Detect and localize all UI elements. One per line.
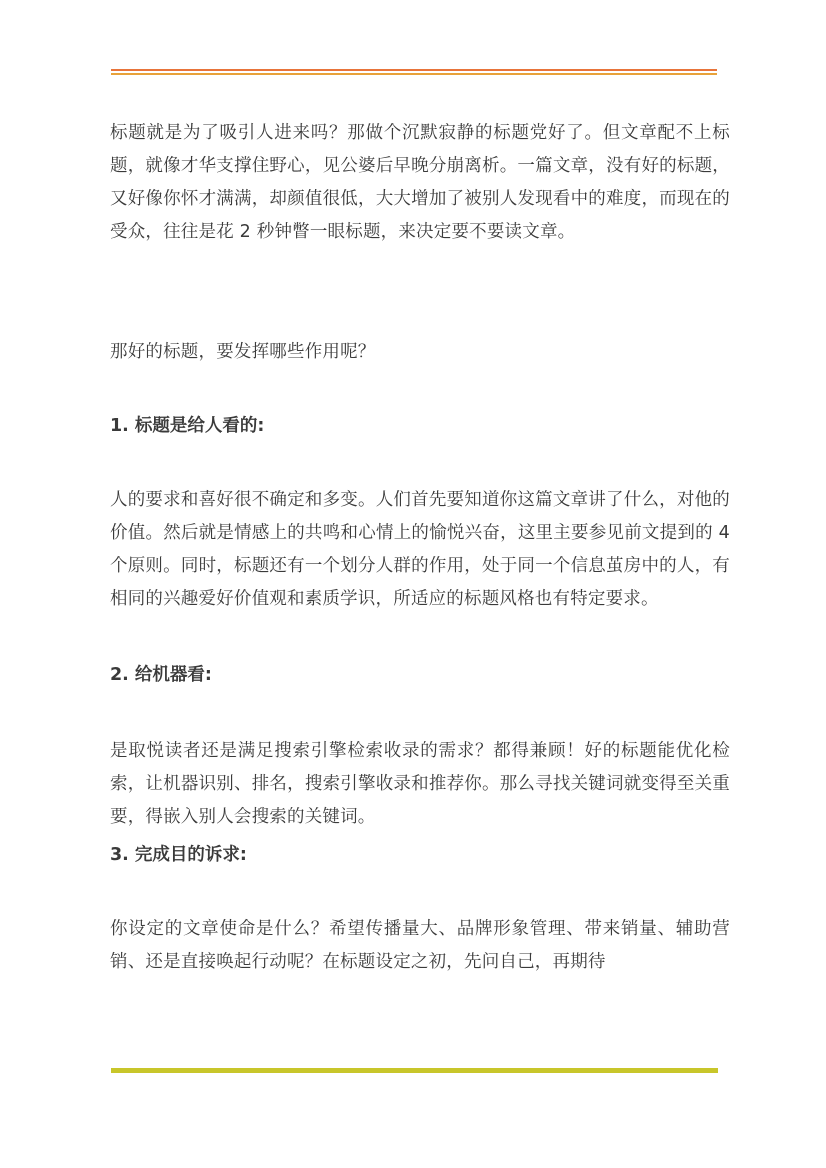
section-2-body: 是取悦读者还是满足搜索引擎检索收录的需求？都得兼顾！好的标题能优化检索，让机器识别、排名，搜索引擎收录和推荐你。那么寻找关键词就变得至关重要，得嵌入别人会搜索的关键词。 bbox=[110, 741, 730, 827]
header-rule-line-2 bbox=[111, 73, 717, 75]
section-3-body: 你设定的文章使命是什么？希望传播量大、品牌形象管理、带来销量、辅助营销、还是直接唤起行动呢？在标题设定之初，先问自己，再期待 bbox=[110, 919, 730, 972]
document-body bbox=[110, 117, 730, 979]
footer-rule bbox=[111, 1068, 718, 1073]
header-rule bbox=[111, 69, 717, 76]
section-1-heading: 1. 标题是给人看的: bbox=[110, 416, 265, 436]
question-paragraph: 那好的标题，要发挥哪些作用呢？ bbox=[110, 342, 376, 362]
section-1-body: 人的要求和喜好很不确定和多变。人们首先要知道你这篇文章讲了什么，对他的价值。然后就是情感上的共鸣和心情上的愉悦兴奋，这里主要参见前文提到的 4 个原则。同时，标题还有一个划分人群的作用，处于同一个信息茧房中的人，有相同的兴趣爱好价值观和素质学识，所适应的标题风格也有特定要求。 bbox=[110, 490, 730, 609]
header-rule-line-1 bbox=[111, 69, 717, 71]
section-2-heading: 2. 给机器看: bbox=[110, 665, 212, 685]
intro-paragraph: 标题就是为了吸引人进来吗？那做个沉默寂静的标题党好了。但文章配不上标题，就像才华支撑住野心，见公婆后早晚分崩离析。一篇文章，没有好的标题，又好像你怀才满满，却颜值很低，大大增加了被别人发现看中的难度，而现在的受众，往往是花 2 秒钟瞥一眼标题，来决定要不要读文章。 bbox=[110, 123, 730, 242]
section-3-heading: 3. 完成目的诉求: bbox=[110, 845, 247, 865]
